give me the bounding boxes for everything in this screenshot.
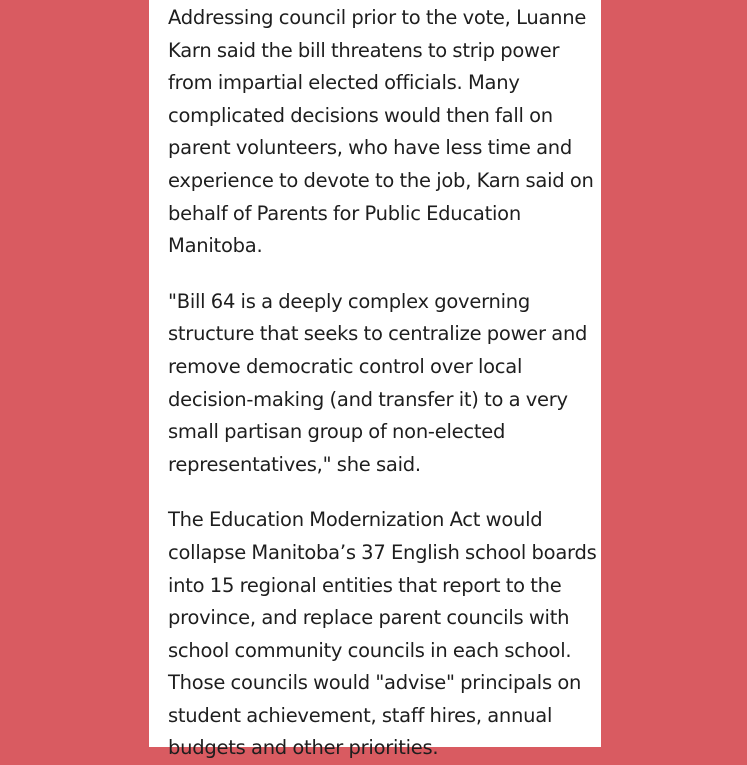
text-line: province, and replace parent councils with: [168, 606, 570, 630]
text-line: parent volunteers, who have less time and: [168, 136, 573, 160]
text-line: experience to devote to the job, Karn said on: [168, 168, 594, 192]
article-body: [168, 2, 597, 765]
paragraph-quote: [168, 286, 588, 482]
text-line: behalf of Parents for Public Education: [168, 201, 521, 225]
text-line: Those councils would "advise" principals on: [168, 671, 582, 695]
text-line: Manitoba.: [168, 234, 263, 258]
text-line: budgets and other priorities.: [168, 736, 439, 760]
text-line: from impartial elected officials. Many: [168, 71, 520, 95]
text-line: small partisan group of non-elected: [168, 420, 506, 444]
text-line: school community councils in each school.: [168, 638, 572, 662]
article-card: [149, 0, 601, 760]
text-line: decision-making (and transfer it) to a very: [168, 387, 568, 411]
text-line: The Education Modernization Act would: [168, 508, 543, 532]
text-line: Addressing council prior to the vote, Luanne: [168, 6, 587, 29]
text-line: "Bill 64 is a deeply complex governing: [168, 289, 531, 313]
text-line: Karn said the bill threatens to strip power: [168, 38, 560, 62]
text-line: representatives," she said.: [168, 452, 421, 476]
text-line: complicated decisions would then fall on: [168, 103, 553, 127]
text-line: remove democratic control over local: [168, 354, 523, 378]
text-line: collapse Manitoba’s 37 English school boards: [168, 540, 597, 564]
text-line: student achievement, staff hires, annual: [168, 703, 553, 727]
paragraph-act-description: [168, 504, 597, 765]
text-line: into 15 regional entities that report to the: [168, 573, 562, 597]
paragraph-karn-statement: [168, 2, 594, 263]
text-line: structure that seeks to centralize power and: [168, 322, 588, 346]
